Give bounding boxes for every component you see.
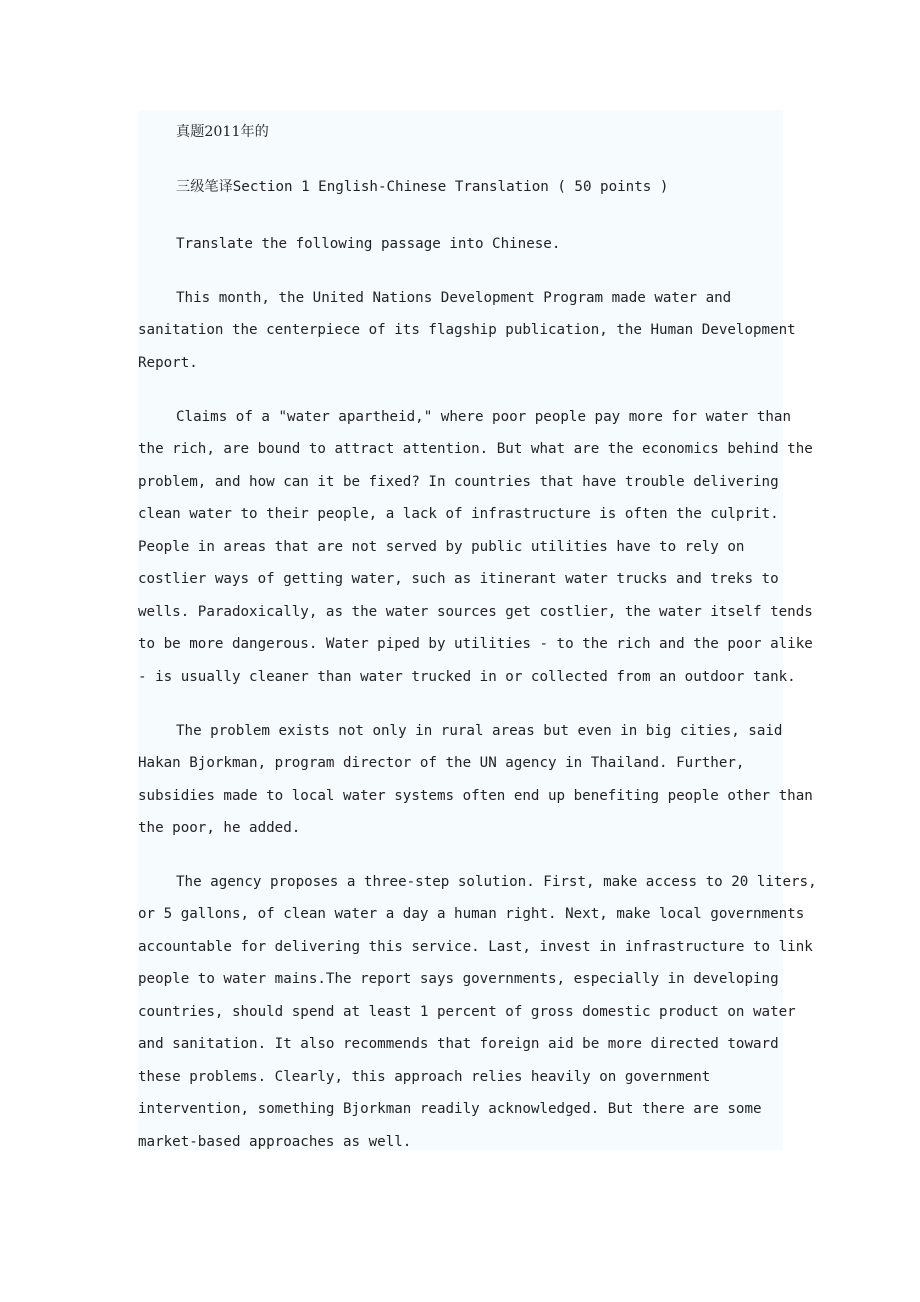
paragraph-line: countries, should spend at least 1 percent of gross domestic product on water bbox=[138, 1004, 796, 1020]
paragraph-line: market-based approaches as well. bbox=[138, 1134, 412, 1150]
paragraph-line: The agency proposes a three-step solution. First, make access to 20 liters, bbox=[176, 874, 817, 890]
paragraph-line: problem, and how can it be fixed? In countries that have trouble delivering bbox=[138, 474, 779, 490]
paragraph-line: Claims of a "water apartheid," where poor people pay more for water than bbox=[176, 409, 791, 425]
paragraph-line: people to water mains.The report says governments, especially in developing bbox=[138, 971, 779, 987]
document-heading: 真题2011年的 bbox=[176, 124, 269, 140]
document-body bbox=[138, 110, 817, 1150]
paragraph-line: sanitation the centerpiece of its flagship publication, the Human Development bbox=[138, 322, 796, 338]
paragraph-line: subsidies made to local water systems often end up benefiting people other than bbox=[138, 788, 813, 804]
paragraph-line: the rich, are bound to attract attention. But what are the economics behind the bbox=[138, 441, 813, 457]
paragraph-line: The problem exists not only in rural areas but even in big cities, said bbox=[176, 723, 783, 739]
paragraph-line: costlier ways of getting water, such as itinerant water trucks and treks to bbox=[138, 571, 779, 587]
paragraph-line: accountable for delivering this service. Last, invest in infrastructure to link bbox=[138, 939, 813, 955]
section-title: 三级笔译Section 1 English-Chinese Translation ( 50 points ) bbox=[176, 179, 669, 195]
paragraph-line: or 5 gallons, of clean water a day a human right. Next, make local governments bbox=[138, 906, 805, 922]
paragraph-line: to be more dangerous. Water piped by utilities - to the rich and the poor alike bbox=[138, 636, 813, 652]
paragraph-line: Report. bbox=[138, 355, 198, 371]
paragraph-line: - is usually cleaner than water trucked in or collected from an outdoor tank. bbox=[138, 669, 796, 685]
paragraph-line: clean water to their people, a lack of infrastructure is often the culprit. bbox=[138, 506, 779, 522]
paragraph-line: This month, the United Nations Development Program made water and bbox=[176, 290, 732, 306]
paragraph-line: wells. Paradoxically, as the water sources get costlier, the water itself tends bbox=[138, 604, 813, 620]
paragraph-line: intervention, something Bjorkman readily acknowledged. But there are some bbox=[138, 1101, 762, 1117]
instruction-text: Translate the following passage into Chinese. bbox=[176, 236, 561, 252]
paragraph-line: these problems. Clearly, this approach relies heavily on government bbox=[138, 1069, 711, 1085]
paragraph-line: Hakan Bjorkman, program director of the UN agency in Thailand. Further, bbox=[138, 755, 745, 771]
paragraph-line: the poor, he added. bbox=[138, 820, 301, 836]
paragraph-line: People in areas that are not served by public utilities have to rely on bbox=[138, 539, 745, 555]
paragraph-line: and sanitation. It also recommends that foreign aid be more directed toward bbox=[138, 1036, 779, 1052]
